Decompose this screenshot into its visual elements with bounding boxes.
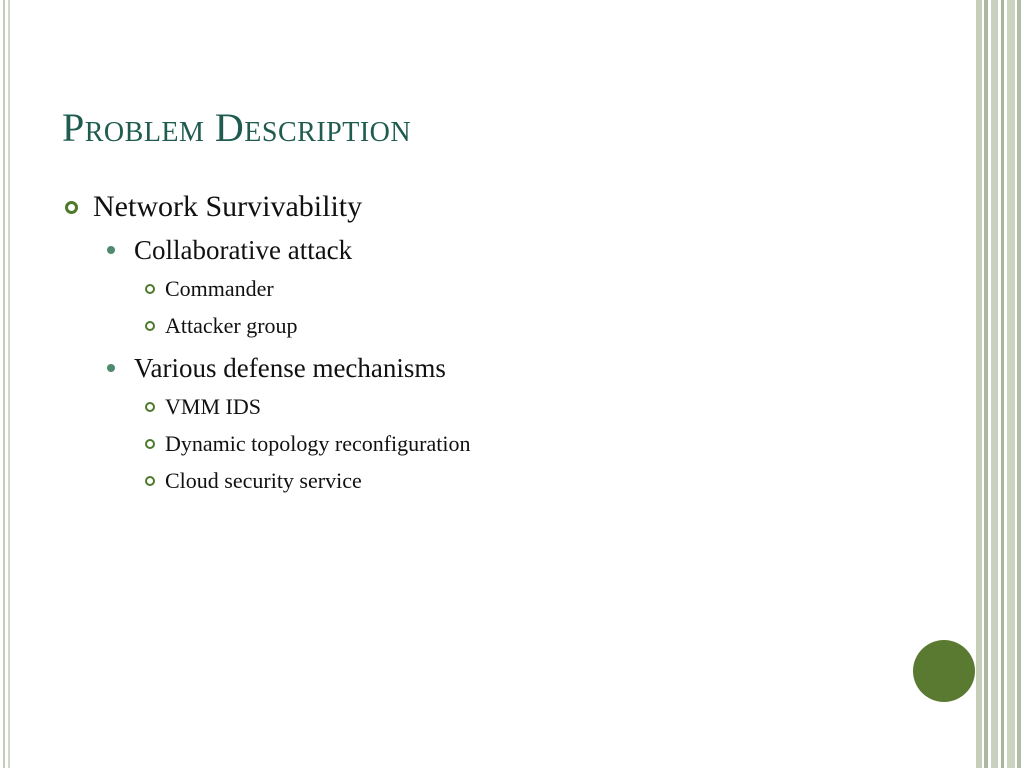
decorative-stripe	[1001, 0, 1004, 768]
decorative-stripe	[1007, 0, 1015, 768]
bullet-text: VMM IDS	[165, 394, 261, 419]
bullet-text: Attacker group	[165, 313, 298, 338]
bullet-list	[62, 185, 942, 499]
bullet-text: Network Survivability	[93, 190, 363, 223]
decorative-stripe	[984, 0, 988, 768]
dot-bullet-icon	[107, 364, 115, 372]
dot-bullet-icon	[107, 246, 115, 254]
bullet-level-1	[62, 185, 942, 229]
bullet-level-3	[62, 462, 942, 499]
bullet-level-3	[62, 388, 942, 425]
bullet-text: Dynamic topology reconfiguration	[165, 431, 471, 456]
decorative-circle	[913, 640, 975, 702]
ring-bullet-icon	[145, 321, 155, 331]
bullet-level-2	[62, 348, 942, 388]
ring-bullet-icon	[145, 402, 155, 412]
bullet-text: Collaborative attack	[134, 235, 353, 265]
ring-bullet-icon	[65, 201, 78, 214]
slide-title: Problem Description	[62, 105, 412, 150]
bullet-level-2	[62, 230, 942, 270]
decorative-stripe	[976, 0, 982, 768]
decorative-stripe	[1017, 0, 1021, 768]
bullet-level-3	[62, 307, 942, 344]
left-frame-line	[3, 0, 5, 768]
bullet-level-3	[62, 270, 942, 307]
bullet-text: Cloud security service	[165, 468, 362, 493]
ring-bullet-icon	[145, 476, 155, 486]
ring-bullet-icon	[145, 284, 155, 294]
ring-bullet-icon	[145, 439, 155, 449]
bullet-text: Commander	[165, 276, 274, 301]
decorative-stripe	[991, 0, 998, 768]
bullet-text: Various defense mechanisms	[134, 353, 446, 383]
bullet-level-3	[62, 425, 942, 462]
left-frame-line	[8, 0, 10, 768]
